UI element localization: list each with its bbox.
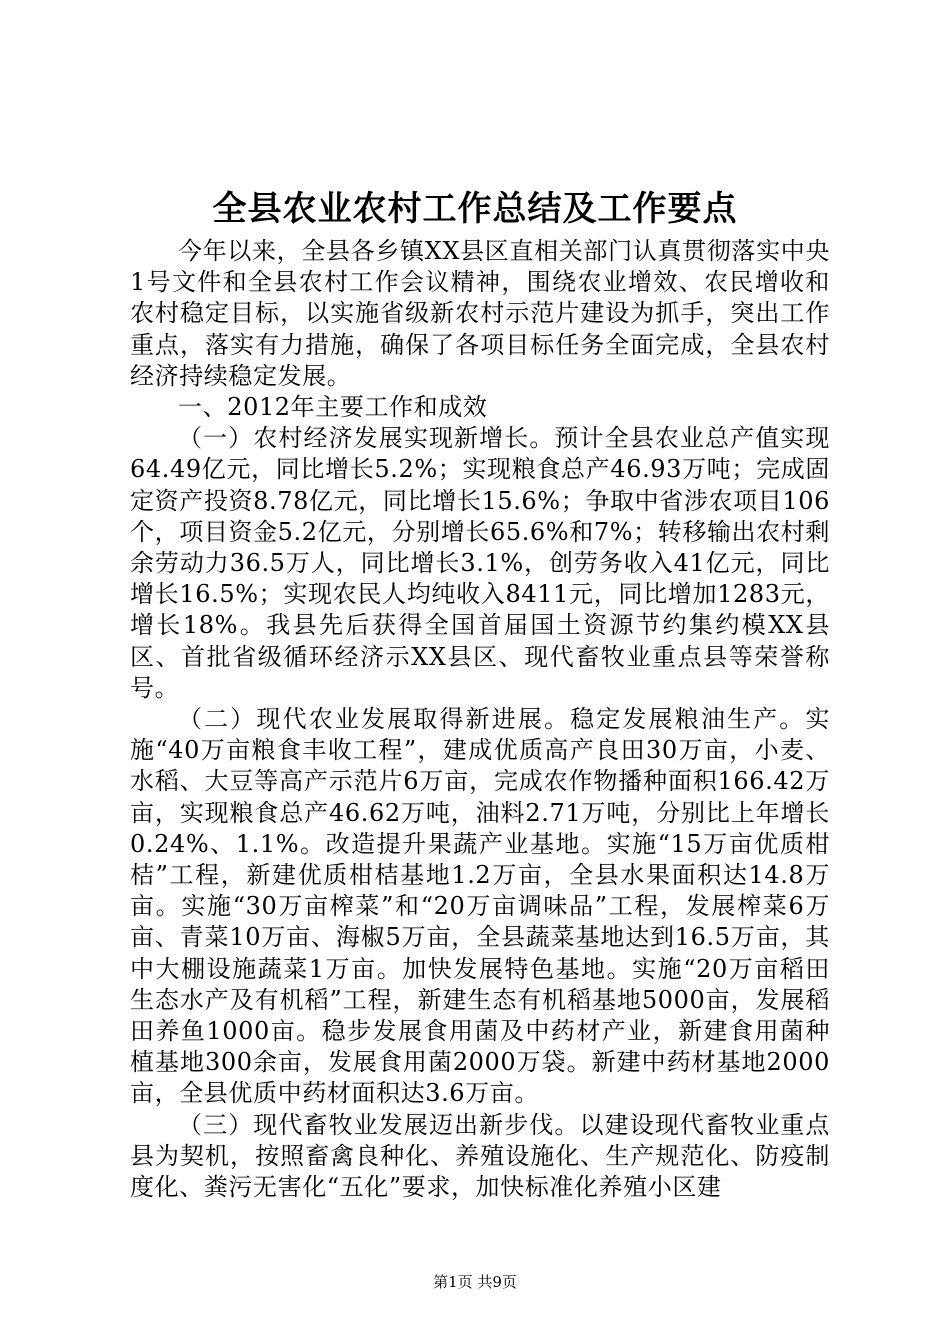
document-body: [130, 236, 830, 1203]
paragraph-modern-agriculture: （二）现代农业发展取得新进展。稳定发展粮油生产。实施“40万亩粮食丰收工程”，建成优质高产良田30万亩，小麦、水稻、大豆等高产示范片6万亩，完成农作物播种面积166.42万亩，实现粮食总产46.62万吨，油料2.71万吨，分别比上年增长0.24%、1.1%。改造提升果蔬产业基地。实施“15万亩优质柑桔”工程，新建优质柑桔基地1.2万亩，全县水果面积达14.8万亩。实施“30万亩榨菜”和“20万亩调味品”工程，发展榨菜6万亩、青菜10万亩、海椒5万亩，全县蔬菜基地达到16.5万亩，其中大棚设施蔬菜1万亩。加快发展特色基地。实施“20万亩稻田生态水产及有机稻”工程，新建生态有机稻基地5000亩，发展稻田养鱼1000亩。稳步发展食用菌及中药材产业，新建食用菌种植基地300余亩，发展食用菌2000万袋。新建中药材基地2000亩，全县优质中药材面积达3.6万亩。: [130, 705, 830, 1108]
page-title: 全县农业农村工作总结及工作要点: [212, 189, 738, 229]
paragraph-rural-economy: （一）农村经济发展实现新增长。预计全县农业总产值实现64.49亿元，同比增长5.2%；实现粮食总产46.93万吨；完成固定资产投资8.78亿元，同比增长15.6%；争取中省涉农项目106个，项目资金5.2亿元，分别增长65.6%和7%；转移输出农村剩余劳动力36.5万人，同比增长3.1%，创劳务收入41亿元，同比增长16.5%；实现农民人均纯收入8411元，同比增加1283元，增长18%。我县先后获得全国首届国土资源节约集约模XX县区、首批省级循环经济示XX县区、现代畜牧业重点县等荣誉称号。: [130, 424, 830, 702]
page-number-footer: 第1页 共9页: [433, 1273, 517, 1291]
intro-paragraph: 今年以来，全县各乡镇XX县区直相关部门认真贯彻落实中央1号文件和全县农村工作会议精神，围绕农业增效、农民增收和农村稳定目标，以实施省级新农村示范片建设为抓手，突出工作重点，落实有力措施，确保了各项目标任务全面完成，全县农村经济持续稳定发展。: [130, 237, 830, 390]
paragraph-animal-husbandry: （三）现代畜牧业发展迈出新步伐。以建设现代畜牧业重点县为契机，按照畜禽良种化、养殖设施化、生产规范化、防疫制度化、粪污无害化“五化”要求，加快标准化养殖小区建: [130, 1110, 830, 1202]
section-heading: 一、2012年主要工作和成效: [178, 393, 488, 422]
